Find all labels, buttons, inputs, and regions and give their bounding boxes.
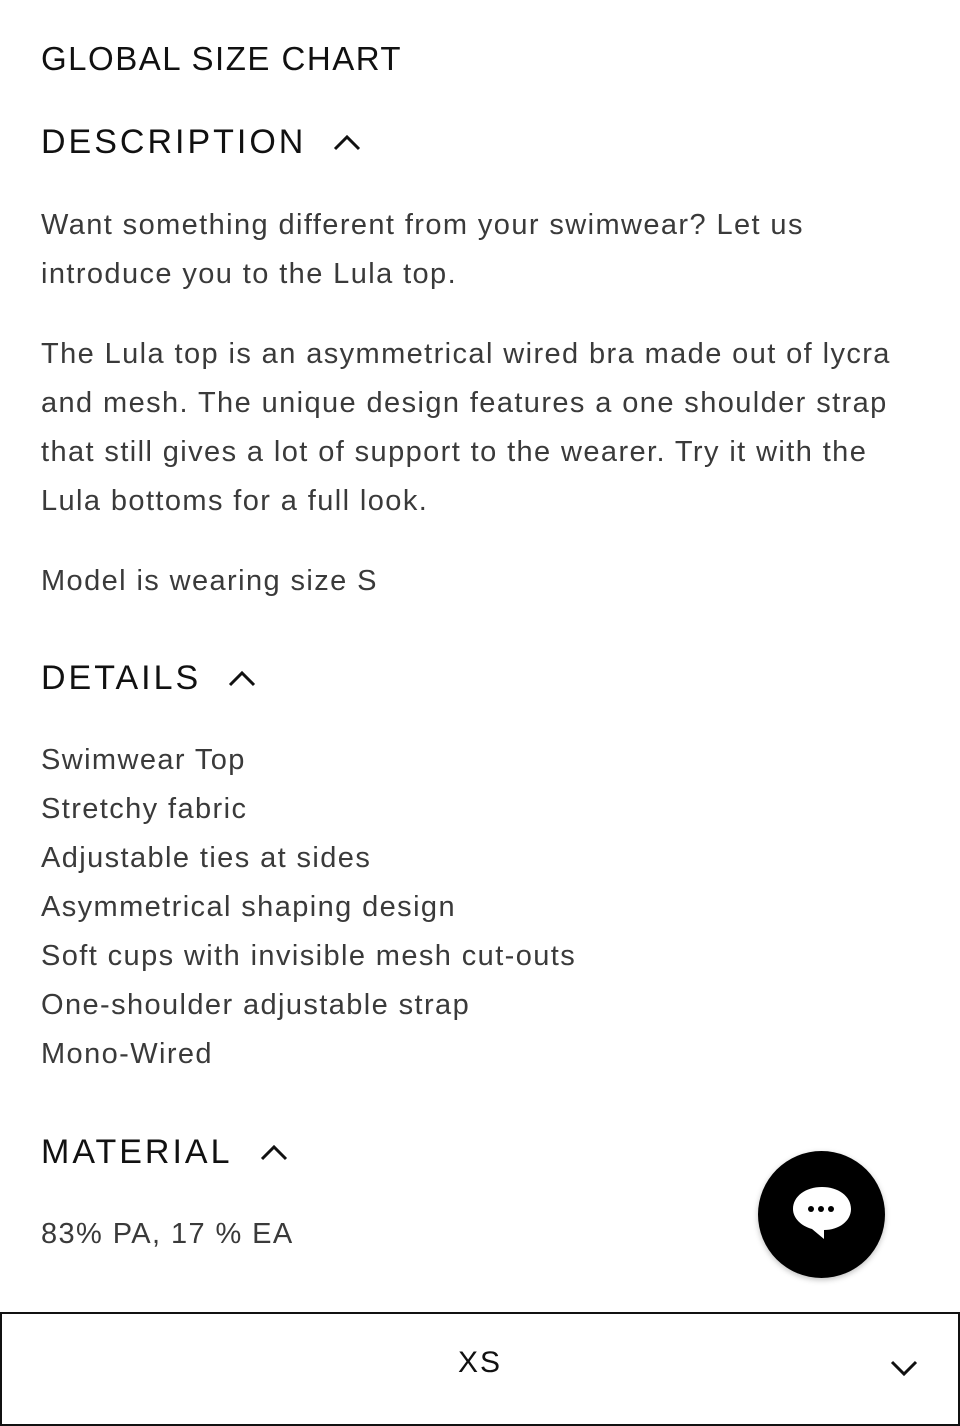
- chevron-down-icon: [888, 1352, 920, 1384]
- description-toggle[interactable]: [41, 123, 362, 162]
- size-select[interactable]: [0, 1312, 960, 1426]
- list-item: Mono-Wired: [41, 1038, 213, 1070]
- description-paragraph-1: Want something different from your swimwear? Let us introduce you to the Lula top.: [41, 209, 804, 290]
- chevron-up-icon: [259, 1138, 289, 1168]
- list-item: Adjustable ties at sides: [41, 842, 372, 874]
- details-list: [41, 736, 576, 1079]
- description-paragraph-2: The Lula top is an asymmetrical wired bra made out of lycra and mesh. The unique design features a one shoulder strap that still gives a lot of support to the wearer. Try it with the Lula bottoms for a full look.: [41, 338, 891, 517]
- details-toggle[interactable]: [41, 659, 257, 698]
- list-item: Soft cups with invisible mesh cut-outs: [41, 940, 577, 972]
- chevron-up-icon: [227, 664, 257, 694]
- list-item: Asymmetrical shaping design: [41, 891, 456, 923]
- list-item: Swimwear Top: [41, 744, 246, 776]
- list-item: Stretchy fabric: [41, 793, 248, 825]
- details-title: DETAILS: [41, 659, 202, 697]
- description-title: DESCRIPTION: [41, 123, 307, 161]
- chat-bubble-icon: [790, 1183, 854, 1246]
- list-item: One-shoulder adjustable strap: [41, 989, 471, 1021]
- selected-size: XS: [457, 1346, 503, 1379]
- material-toggle[interactable]: [41, 1133, 289, 1172]
- global-size-chart-link[interactable]: GLOBAL SIZE CHART: [41, 40, 403, 77]
- chat-button[interactable]: [758, 1151, 885, 1278]
- model-size-note: Model is wearing size S: [41, 565, 378, 597]
- chevron-up-icon: [332, 128, 362, 158]
- material-title: MATERIAL: [41, 1133, 233, 1171]
- material-composition: 83% PA, 17 % EA: [41, 1218, 294, 1250]
